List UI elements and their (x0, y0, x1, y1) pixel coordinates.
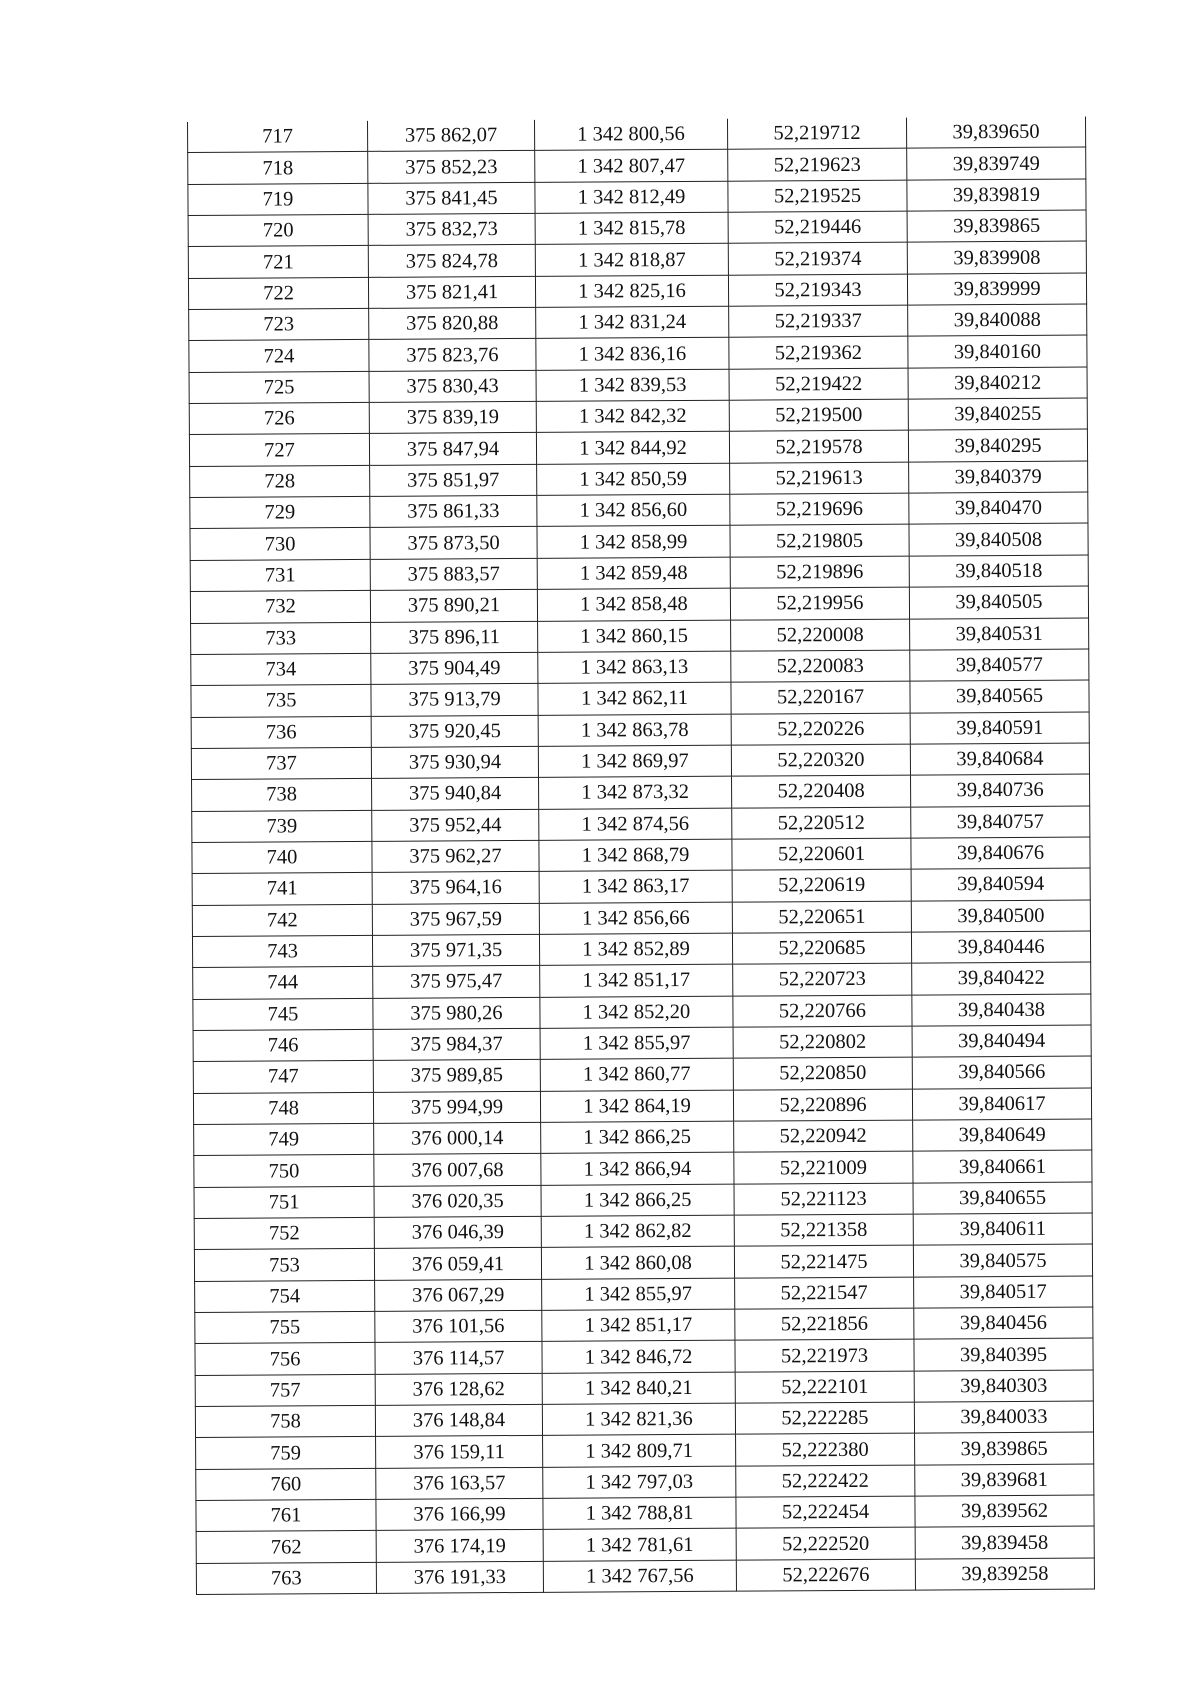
latitude-cell: 52,221547 (735, 1277, 914, 1309)
y-coordinate-cell: 1 342 873,32 (539, 776, 732, 809)
latitude-cell: 52,219500 (729, 399, 908, 431)
point-number-cell: 718 (188, 152, 368, 184)
point-number-cell: 726 (189, 402, 369, 434)
y-coordinate-cell: 1 342 856,66 (539, 902, 732, 935)
y-coordinate-cell: 1 342 831,24 (536, 306, 729, 339)
x-coordinate-cell: 376 166,99 (376, 1498, 543, 1530)
y-coordinate-cell: 1 342 842,32 (536, 400, 729, 433)
coordinates-table-body (187, 117, 1094, 1595)
x-coordinate-cell: 375 862,07 (367, 120, 534, 152)
latitude-cell: 52,220083 (731, 650, 910, 682)
point-number-cell: 719 (188, 183, 368, 215)
longitude-cell: 39,840456 (914, 1307, 1093, 1339)
longitude-cell: 39,839681 (915, 1464, 1094, 1496)
x-coordinate-cell: 375 890,21 (370, 590, 537, 622)
point-number-cell: 754 (195, 1280, 375, 1312)
x-coordinate-cell: 375 851,97 (370, 464, 537, 496)
point-number-cell: 722 (188, 277, 368, 309)
y-coordinate-cell: 1 342 860,15 (538, 620, 731, 653)
y-coordinate-cell: 1 342 863,17 (539, 870, 732, 903)
longitude-cell: 39,839562 (915, 1495, 1094, 1527)
latitude-cell: 52,221973 (735, 1339, 914, 1371)
point-number-cell: 761 (196, 1499, 376, 1531)
point-number-cell: 727 (189, 434, 369, 466)
point-number-cell: 724 (189, 340, 369, 372)
latitude-cell: 52,220942 (734, 1120, 913, 1152)
point-number-cell: 755 (195, 1311, 375, 1343)
latitude-cell: 52,220651 (732, 901, 911, 933)
x-coordinate-cell: 375 940,84 (372, 778, 539, 810)
point-number-cell: 734 (191, 653, 371, 685)
point-number-cell: 746 (193, 1029, 373, 1061)
longitude-cell: 39,840661 (913, 1150, 1092, 1182)
y-coordinate-cell: 1 342 868,79 (539, 839, 732, 872)
y-coordinate-cell: 1 342 825,16 (535, 275, 728, 308)
latitude-cell: 52,219623 (728, 148, 907, 180)
y-coordinate-cell: 1 342 863,78 (538, 714, 731, 747)
longitude-cell: 39,840500 (911, 900, 1090, 932)
longitude-cell: 39,840422 (912, 962, 1091, 994)
latitude-cell: 52,222676 (736, 1559, 915, 1591)
point-number-cell: 728 (190, 465, 370, 497)
y-coordinate-cell: 1 342 862,11 (538, 682, 731, 715)
longitude-cell: 39,840575 (913, 1244, 1092, 1276)
longitude-cell: 39,840470 (909, 492, 1088, 524)
latitude-cell: 52,219896 (730, 556, 909, 588)
y-coordinate-cell: 1 342 851,17 (540, 964, 733, 997)
latitude-cell: 52,220802 (733, 1026, 912, 1058)
latitude-cell: 52,220167 (731, 681, 910, 713)
longitude-cell: 39,840531 (910, 618, 1089, 650)
latitude-cell: 52,219374 (728, 242, 907, 274)
x-coordinate-cell: 375 820,88 (369, 307, 536, 339)
x-coordinate-cell: 376 000,14 (374, 1122, 541, 1154)
y-coordinate-cell: 1 342 860,77 (540, 1058, 733, 1091)
x-coordinate-cell: 375 952,44 (372, 809, 539, 841)
y-coordinate-cell: 1 342 821,36 (542, 1403, 735, 1436)
point-number-cell: 760 (196, 1468, 376, 1500)
latitude-cell: 52,219446 (728, 211, 907, 243)
y-coordinate-cell: 1 342 850,59 (537, 463, 730, 496)
y-coordinate-cell: 1 342 815,78 (535, 212, 728, 245)
y-coordinate-cell: 1 342 851,17 (542, 1309, 735, 1342)
x-coordinate-cell: 375 830,43 (369, 370, 536, 402)
x-coordinate-cell: 375 913,79 (371, 684, 538, 716)
latitude-cell: 52,220766 (733, 995, 912, 1027)
longitude-cell: 39,840676 (911, 837, 1090, 869)
x-coordinate-cell: 375 873,50 (370, 527, 537, 559)
x-coordinate-cell: 375 904,49 (371, 652, 538, 684)
y-coordinate-cell: 1 342 855,97 (542, 1278, 735, 1311)
point-number-cell: 748 (193, 1092, 373, 1124)
point-number-cell: 750 (194, 1155, 374, 1187)
x-coordinate-cell: 376 046,39 (374, 1216, 541, 1248)
y-coordinate-cell: 1 342 866,25 (541, 1121, 734, 1154)
x-coordinate-cell: 376 067,29 (375, 1279, 542, 1311)
latitude-cell: 52,219805 (730, 525, 909, 557)
x-coordinate-cell: 376 059,41 (374, 1248, 541, 1280)
longitude-cell: 39,840295 (908, 429, 1087, 461)
latitude-cell: 52,219525 (728, 180, 907, 212)
longitude-cell: 39,839865 (907, 210, 1086, 242)
longitude-cell: 39,840438 (912, 994, 1091, 1026)
point-number-cell: 740 (192, 841, 372, 873)
latitude-cell: 52,219956 (730, 587, 909, 619)
latitude-cell: 52,222285 (735, 1402, 914, 1434)
longitude-cell: 39,839865 (915, 1432, 1094, 1464)
latitude-cell: 52,221009 (734, 1151, 913, 1183)
point-number-cell: 757 (195, 1374, 375, 1406)
latitude-cell: 52,220685 (732, 932, 911, 964)
longitude-cell: 39,840617 (912, 1088, 1091, 1120)
x-coordinate-cell: 376 114,57 (375, 1342, 542, 1374)
coordinates-table (187, 117, 1095, 1596)
point-number-cell: 763 (196, 1562, 376, 1594)
point-number-cell: 729 (190, 497, 370, 529)
y-coordinate-cell: 1 342 855,97 (540, 1027, 733, 1060)
longitude-cell: 39,839908 (907, 241, 1086, 273)
latitude-cell: 52,222101 (735, 1371, 914, 1403)
x-coordinate-cell: 375 967,59 (372, 903, 539, 935)
x-coordinate-cell: 375 832,73 (368, 213, 535, 245)
latitude-cell: 52,219578 (729, 431, 908, 463)
x-coordinate-cell: 375 964,16 (372, 872, 539, 904)
x-coordinate-cell: 375 841,45 (368, 182, 535, 214)
latitude-cell: 52,222380 (736, 1434, 915, 1466)
y-coordinate-cell: 1 342 809,71 (543, 1435, 736, 1468)
latitude-cell: 52,219712 (727, 118, 906, 150)
y-coordinate-cell: 1 342 767,56 (543, 1560, 736, 1593)
latitude-cell: 52,220896 (733, 1089, 912, 1121)
latitude-cell: 52,219696 (730, 493, 909, 525)
x-coordinate-cell: 375 971,35 (372, 934, 539, 966)
y-coordinate-cell: 1 342 788,81 (543, 1497, 736, 1530)
y-coordinate-cell: 1 342 864,19 (540, 1090, 733, 1123)
point-number-cell: 739 (192, 810, 372, 842)
x-coordinate-cell: 376 163,57 (376, 1467, 543, 1499)
latitude-cell: 52,220723 (733, 963, 912, 995)
longitude-cell: 39,840517 (914, 1276, 1093, 1308)
y-coordinate-cell: 1 342 866,25 (541, 1184, 734, 1217)
y-coordinate-cell: 1 342 844,92 (536, 432, 729, 465)
point-number-cell: 731 (190, 559, 370, 591)
x-coordinate-cell: 375 975,47 (373, 966, 540, 998)
longitude-cell: 39,839999 (907, 273, 1086, 305)
y-coordinate-cell: 1 342 860,08 (541, 1247, 734, 1280)
longitude-cell: 39,840379 (909, 461, 1088, 493)
x-coordinate-cell: 375 962,27 (372, 840, 539, 872)
y-coordinate-cell: 1 342 874,56 (539, 808, 732, 841)
longitude-cell: 39,840446 (911, 931, 1090, 963)
point-number-cell: 721 (188, 246, 368, 278)
x-coordinate-cell: 375 823,76 (369, 339, 536, 371)
x-coordinate-cell: 376 101,56 (375, 1310, 542, 1342)
x-coordinate-cell: 375 821,41 (368, 276, 535, 308)
x-coordinate-cell: 375 994,99 (373, 1091, 540, 1123)
point-number-cell: 759 (196, 1437, 376, 1469)
point-number-cell: 738 (192, 779, 372, 811)
point-number-cell: 732 (190, 591, 370, 623)
longitude-cell: 39,840160 (908, 335, 1087, 367)
x-coordinate-cell: 375 852,23 (368, 151, 535, 183)
x-coordinate-cell: 376 148,84 (375, 1404, 542, 1436)
x-coordinate-cell: 375 824,78 (368, 245, 535, 277)
y-coordinate-cell: 1 342 866,94 (541, 1153, 734, 1186)
point-number-cell: 745 (193, 998, 373, 1030)
latitude-cell: 52,220619 (732, 869, 911, 901)
point-number-cell: 747 (193, 1061, 373, 1093)
longitude-cell: 39,839819 (907, 179, 1086, 211)
latitude-cell: 52,220008 (731, 619, 910, 651)
point-number-cell: 741 (192, 873, 372, 905)
x-coordinate-cell: 376 128,62 (375, 1373, 542, 1405)
latitude-cell: 52,219343 (728, 274, 907, 306)
x-coordinate-cell: 376 020,35 (374, 1185, 541, 1217)
latitude-cell: 52,220408 (732, 775, 911, 807)
point-number-cell: 723 (189, 308, 369, 340)
y-coordinate-cell: 1 342 846,72 (542, 1341, 735, 1374)
longitude-cell: 39,840494 (912, 1025, 1091, 1057)
y-coordinate-cell: 1 342 836,16 (536, 338, 729, 371)
latitude-cell: 52,219337 (729, 305, 908, 337)
latitude-cell: 52,220226 (731, 713, 910, 745)
point-number-cell: 762 (196, 1531, 376, 1563)
point-number-cell: 752 (194, 1217, 374, 1249)
point-number-cell: 758 (195, 1405, 375, 1437)
longitude-cell: 39,839458 (915, 1526, 1094, 1558)
point-number-cell: 733 (191, 622, 371, 654)
point-number-cell: 749 (194, 1123, 374, 1155)
y-coordinate-cell: 1 342 812,49 (535, 181, 728, 214)
latitude-cell: 52,220320 (731, 744, 910, 776)
latitude-cell: 52,219362 (729, 337, 908, 369)
latitude-cell: 52,222520 (736, 1528, 915, 1560)
point-number-cell: 736 (191, 716, 371, 748)
latitude-cell: 52,222454 (736, 1496, 915, 1528)
x-coordinate-cell: 375 930,94 (371, 746, 538, 778)
x-coordinate-cell: 376 174,19 (376, 1530, 543, 1562)
y-coordinate-cell: 1 342 856,60 (537, 494, 730, 527)
longitude-cell: 39,840684 (910, 743, 1089, 775)
longitude-cell: 39,840518 (909, 555, 1088, 587)
point-number-cell: 753 (194, 1249, 374, 1281)
longitude-cell: 39,840508 (909, 523, 1088, 555)
latitude-cell: 52,220512 (732, 807, 911, 839)
latitude-cell: 52,220850 (733, 1057, 912, 1089)
x-coordinate-cell: 375 883,57 (370, 558, 537, 590)
longitude-cell: 39,840212 (908, 367, 1087, 399)
latitude-cell: 52,221475 (734, 1245, 913, 1277)
longitude-cell: 39,840591 (910, 712, 1089, 744)
y-coordinate-cell: 1 342 858,48 (537, 588, 730, 621)
point-number-cell: 735 (191, 685, 371, 717)
latitude-cell: 52,221123 (734, 1183, 913, 1215)
x-coordinate-cell: 376 191,33 (376, 1561, 543, 1593)
y-coordinate-cell: 1 342 781,61 (543, 1529, 736, 1562)
x-coordinate-cell: 375 984,37 (373, 1028, 540, 1060)
latitude-cell: 52,219613 (730, 462, 909, 494)
latitude-cell: 52,221856 (735, 1308, 914, 1340)
y-coordinate-cell: 1 342 869,97 (538, 745, 731, 778)
x-coordinate-cell: 375 861,33 (370, 495, 537, 527)
y-coordinate-cell: 1 342 839,53 (536, 369, 729, 402)
point-number-cell: 742 (192, 904, 372, 936)
x-coordinate-cell: 375 920,45 (371, 715, 538, 747)
point-number-cell: 751 (194, 1186, 374, 1218)
y-coordinate-cell: 1 342 859,48 (537, 557, 730, 590)
point-number-cell: 720 (188, 214, 368, 246)
longitude-cell: 39,840033 (914, 1401, 1093, 1433)
x-coordinate-cell: 375 839,19 (369, 401, 536, 433)
point-number-cell: 756 (195, 1343, 375, 1375)
latitude-cell: 52,219422 (729, 368, 908, 400)
point-number-cell: 737 (191, 747, 371, 779)
longitude-cell: 39,840611 (913, 1213, 1092, 1245)
table-row (196, 1558, 1094, 1595)
point-number-cell: 743 (192, 935, 372, 967)
latitude-cell: 52,220601 (732, 838, 911, 870)
latitude-cell: 52,221358 (734, 1214, 913, 1246)
y-coordinate-cell: 1 342 858,99 (537, 526, 730, 559)
longitude-cell: 39,840088 (908, 304, 1087, 336)
longitude-cell: 39,840577 (910, 649, 1089, 681)
longitude-cell: 39,840395 (914, 1338, 1093, 1370)
x-coordinate-cell: 376 007,68 (374, 1154, 541, 1186)
longitude-cell: 39,840505 (909, 586, 1088, 618)
y-coordinate-cell: 1 342 863,13 (538, 651, 731, 684)
longitude-cell: 39,840757 (911, 806, 1090, 838)
point-number-cell: 744 (193, 967, 373, 999)
y-coordinate-cell: 1 342 818,87 (535, 244, 728, 277)
point-number-cell: 730 (190, 528, 370, 560)
longitude-cell: 39,840255 (908, 398, 1087, 430)
latitude-cell: 52,222422 (736, 1465, 915, 1497)
longitude-cell: 39,840565 (910, 680, 1089, 712)
longitude-cell: 39,840736 (911, 774, 1090, 806)
longitude-cell: 39,839650 (906, 117, 1085, 149)
x-coordinate-cell: 375 989,85 (373, 1060, 540, 1092)
longitude-cell: 39,839749 (907, 147, 1086, 179)
x-coordinate-cell: 375 896,11 (371, 621, 538, 653)
y-coordinate-cell: 1 342 852,20 (540, 996, 733, 1029)
x-coordinate-cell: 376 159,11 (376, 1436, 543, 1468)
y-coordinate-cell: 1 342 862,82 (541, 1215, 734, 1248)
longitude-cell: 39,840649 (913, 1119, 1092, 1151)
y-coordinate-cell: 1 342 800,56 (534, 119, 727, 151)
y-coordinate-cell: 1 342 852,89 (539, 933, 732, 966)
longitude-cell: 39,840594 (911, 868, 1090, 900)
point-number-cell: 725 (189, 371, 369, 403)
x-coordinate-cell: 375 980,26 (373, 997, 540, 1029)
longitude-cell: 39,840655 (913, 1182, 1092, 1214)
x-coordinate-cell: 375 847,94 (369, 433, 536, 465)
point-number-cell: 717 (187, 121, 367, 153)
y-coordinate-cell: 1 342 797,03 (543, 1466, 736, 1499)
longitude-cell: 39,840303 (914, 1370, 1093, 1402)
longitude-cell: 39,840566 (912, 1056, 1091, 1088)
y-coordinate-cell: 1 342 807,47 (535, 150, 728, 183)
y-coordinate-cell: 1 342 840,21 (542, 1372, 735, 1405)
longitude-cell: 39,839258 (915, 1558, 1094, 1590)
